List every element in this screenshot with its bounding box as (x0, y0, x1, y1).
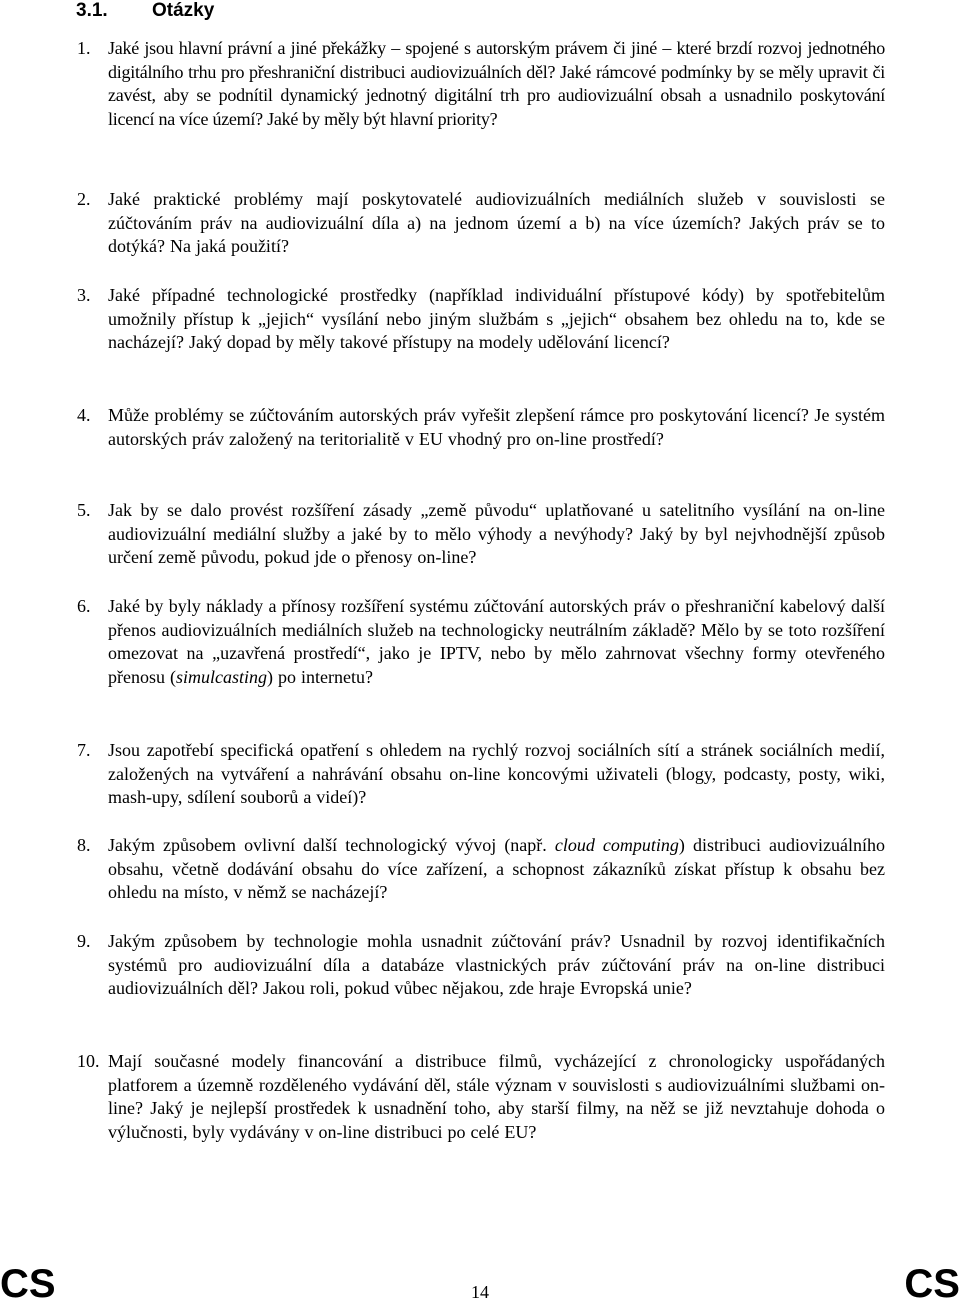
footer-language-left: CS (0, 1262, 56, 1306)
question-text-part: ) po internetu? (267, 666, 373, 687)
question-number: 4. (77, 405, 91, 425)
footer-language-right: CS (904, 1262, 960, 1306)
question-text: Může problémy se zúčtováním autorských práv vyřešit zlepšení rámce pro poskytování licencí? Je systém autorských práv založený na teritorialitě v EU vhodný pro on-line prostředí? (108, 405, 885, 449)
question-number: 9. (77, 931, 91, 951)
question-text-part: Jaké by byly náklady a přínosy rozšíření systému zúčtování autorských práv o přeshraniční kabelový další přenos audiovizuálních mediálních služeb na technologicky neutrálním základě? Mělo by se toto rozšíření omezovat na „uzavřená prostředí“, jako je IPTV, nebo by mělo zahrnovat všechny formy otevřeného přenosu ( (108, 596, 885, 687)
section-heading (76, 0, 214, 24)
question-text: Jaké jsou hlavní právní a jiné překážky – spojené s autorským právem či jiné – které brzdí rozvoj jednotného digitálního trhu pro přeshraniční distribuci audiovizuálních děl? Jaké rámcové podmínky by se měly upravit či zavést, aby se podnítil dynamický jednotný digitální trh pro audiovizuální obsah a usnadnilo poskytování licencí na více území? Jaké by měly být hlavní priority? (108, 38, 885, 129)
question-number: 8. (77, 835, 91, 855)
question-number: 2. (77, 189, 91, 209)
question-text: Jak by se dalo provést rozšíření zásady „země původu“ uplatňované u satelitního vysílání na on-line audiovizuální mediální služby a jaké by to mělo výhody a nevýhody? Jaký by byl nejvhodnější způsob určení země původu, pokud jde o přenosy on-line? (108, 500, 885, 568)
question-text: Jaké případné technologické prostředky (například individuální přístupové kódy) by spotřebitelům umožnily přístup k „jejich“ vysílání nebo jiným službám s „jejich“ obsahem bez ohledu na to, kde se nacházejí? Jaký dopad by měly takové přístupy na modely udělování licencí? (108, 285, 885, 353)
question-text-part: Jakým způsobem ovlivní další technologický vývoj (např. (108, 835, 555, 855)
section-title: Otázky (152, 0, 215, 21)
question-text: Jaké praktické problémy mají poskytovatelé audiovizuálních mediálních služeb v souvislosti se zúčtováním práv na audiovizuální díla a) na jednom území a b) na více územích? Jakých práv se to dotýká? Na jaká použití? (108, 189, 885, 257)
question-text: Jakým způsobem by technologie mohla usnadnit zúčtování práv? Usnadnil by rozvoj identifikačních systémů pro audiovizuální díla a databáze vlastnických práv zúčtování práv na on-line distribuci audiovizuálních děl? Jakou roli, pokud vůbec nějakou, zde hraje Evropská unie? (108, 931, 885, 999)
question-number: 1. (77, 38, 91, 58)
question-text-italic: cloud computing (554, 835, 679, 855)
question-number: 10. (77, 1051, 100, 1071)
question-number: 6. (77, 596, 91, 616)
question-number: 5. (77, 500, 91, 520)
question-text: Mají současné modely financování a distribuce filmů, vycházející z chronologicky uspořádaných platforem a územně rozděleného vydávání děl, stále význam v souvislosti s audiovizuálními službami on-line? Jaký je nejlepší prostředek k usnadnění toho, aby starší filmy, na něž se již nevztahuje dohoda o výlučnosti, byly vydávány v on-line distribuci po celé EU? (108, 1051, 885, 1142)
section-number: 3.1. (76, 0, 108, 21)
question-text (108, 595, 885, 689)
footer-page-number: 14 (471, 1282, 489, 1302)
question-text-italic: simulcasting (175, 666, 267, 687)
question-text (108, 834, 885, 905)
question-number: 7. (77, 740, 91, 760)
question-text-part: ) distribuci audiovizuálního obsahu, včetně dodávání obsahu do více zařízení, a schopnost zákazníků získat přístup k obsahu bez ohledu na místo, v němž se nacházejí? (108, 835, 885, 903)
question-number: 3. (77, 285, 91, 305)
question-text: Jsou zapotřebí specifická opatření s ohledem na rychlý rozvoj sociálních sítí a stránek sociálních medií, založených na vytváření a nahrávání obsahu on-line koncovými uživateli (blogy, podcasty, posty, wiki, mash-upy, sdílení souborů a videí)? (108, 740, 885, 808)
